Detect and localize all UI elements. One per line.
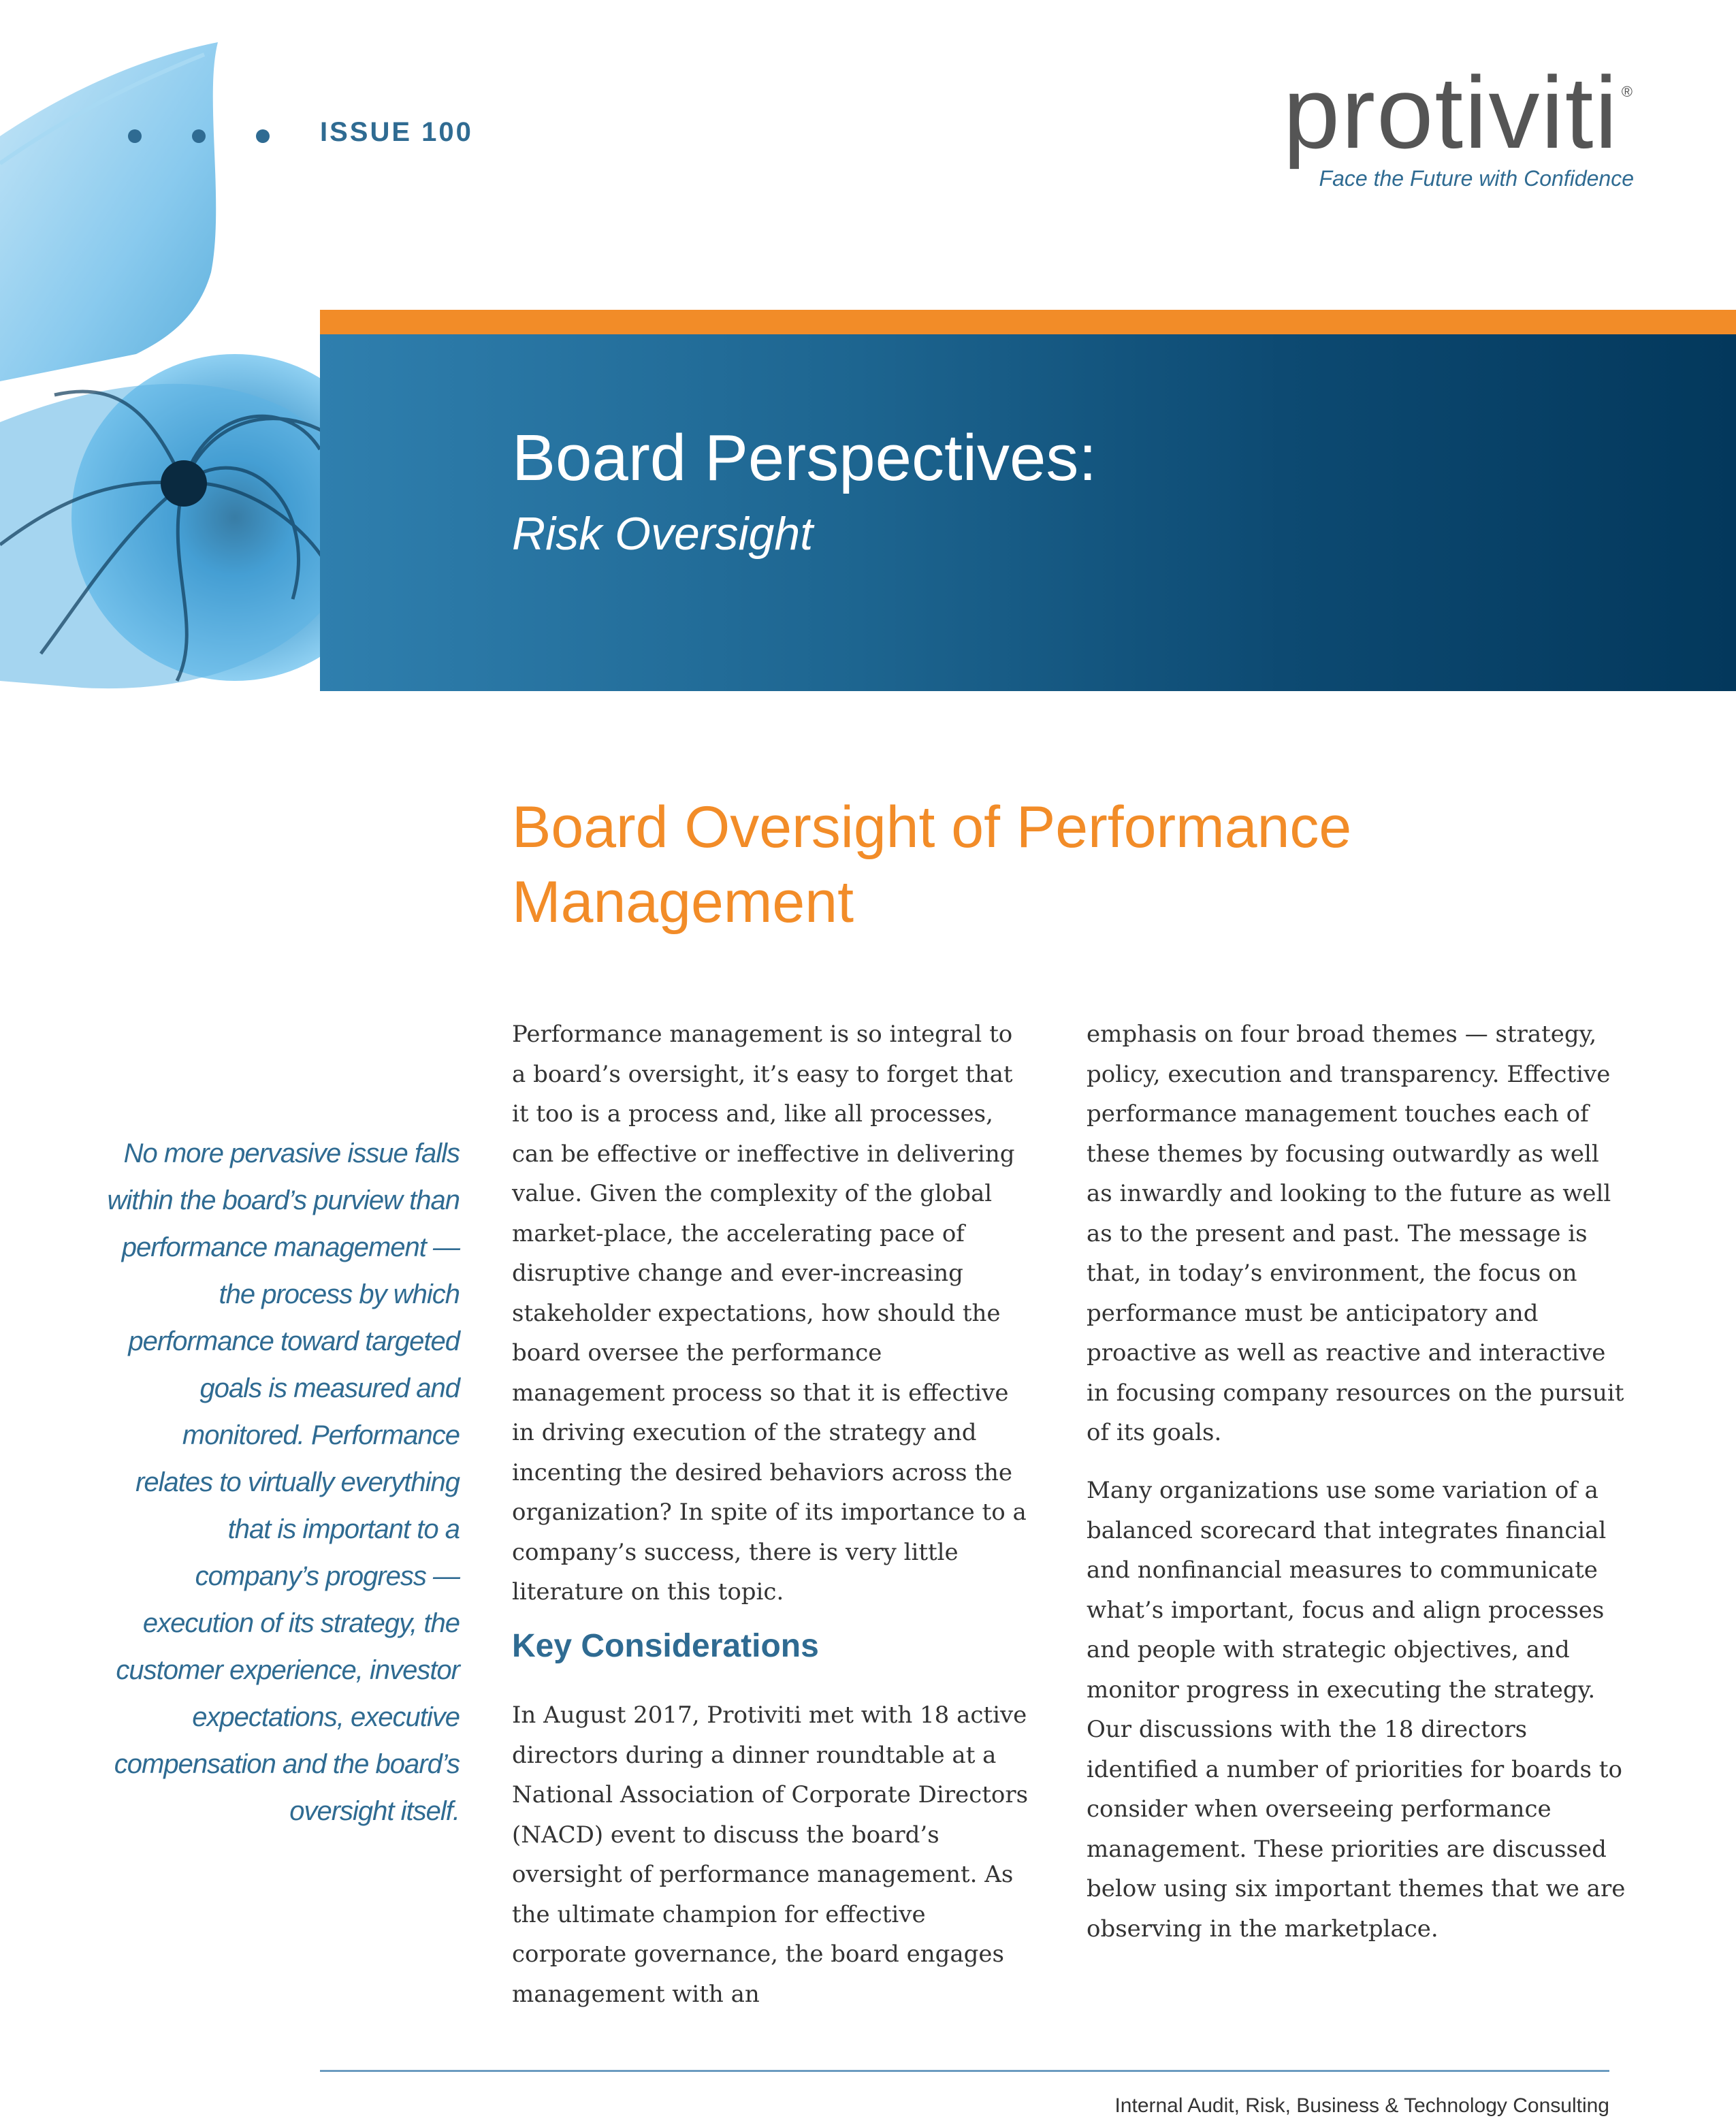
- footer-text: Internal Audit, Risk, Business & Technology Consulting: [1114, 2094, 1609, 2117]
- logo-tagline: Face the Future with Confidence: [1319, 166, 1634, 191]
- body-paragraph: Many organizations use some variation of a balanced scorecard that integrates financial and nonfinancial measures to communicate what’s important, focus and align processes and people with strategic objectives, and monitor progress in executing the strategy. Our discussions with the 18 directors identified a number of priorities for boards to consider when overseeing performance management. These priorities are discussed below using six important themes that we are observing in the marketplace.: [1087, 1477, 1626, 1943]
- section-heading: Key Considerations: [512, 1628, 819, 1664]
- body-paragraph: In August 2017, Protiviti met with 18 active directors during a dinner roundtable at a National Association of Corporate Directors (NACD) event to discuss the board’s oversight of performance management. As the ultimate champion for effective corporate governance, the board engages management with an: [512, 1702, 1029, 2008]
- issue-label: ISSUE 100: [320, 117, 473, 147]
- article-title: Board Oversight of Performance Management: [512, 795, 1352, 936]
- logo-wordmark: protiviti: [1283, 55, 1619, 170]
- decorative-dot: [192, 129, 206, 143]
- pull-quote: No more pervasive issue falls within the board’s purview than performance management — the process by which performance toward targeted goals is measured and monitored. Performance relates to virtually everything that is important to a company’s progress — execution of its strategy, the customer experience, investor expectations, executive compensation and the board’s oversight itself.: [107, 1138, 460, 1826]
- protiviti-logo: [1283, 55, 1634, 191]
- footer-divider: [320, 2070, 1609, 2072]
- decorative-dot: [256, 129, 270, 143]
- decorative-dot: [128, 129, 142, 143]
- banner-subtitle: Risk Oversight: [512, 508, 814, 560]
- body-paragraph: Performance management is so integral to a board’s oversight, it’s easy to forget that it too is a process and, like all processes, can be effective or ineffective in delivering value. Given the complexity of the global market-place, the accelerating pace of disruptive change and ever-increasing stakeholder expectations, how should the board oversee the performance management process so that it is effective in driving execution of the strategy and incenting the desired behaviors across the organization? In spite of its importance to a company’s success, there is very little literature on this topic.: [512, 1021, 1027, 1606]
- registered-mark: ®: [1621, 83, 1634, 100]
- body-paragraph: emphasis on four broad themes — strategy, policy, execution and transparency. Effective performance management touches each of these themes by focusing outwardly as well as inwardly and looking to the future as well as to the present and past. The message is that, in today’s environment, the focus on performance must be anticipatory and proactive as well as reactive and interactive in focusing company resources on the pursuit of its goals.: [1087, 1021, 1624, 1446]
- banner-title: Board Perspectives:: [512, 421, 1097, 494]
- orange-accent-bar: [320, 310, 1736, 334]
